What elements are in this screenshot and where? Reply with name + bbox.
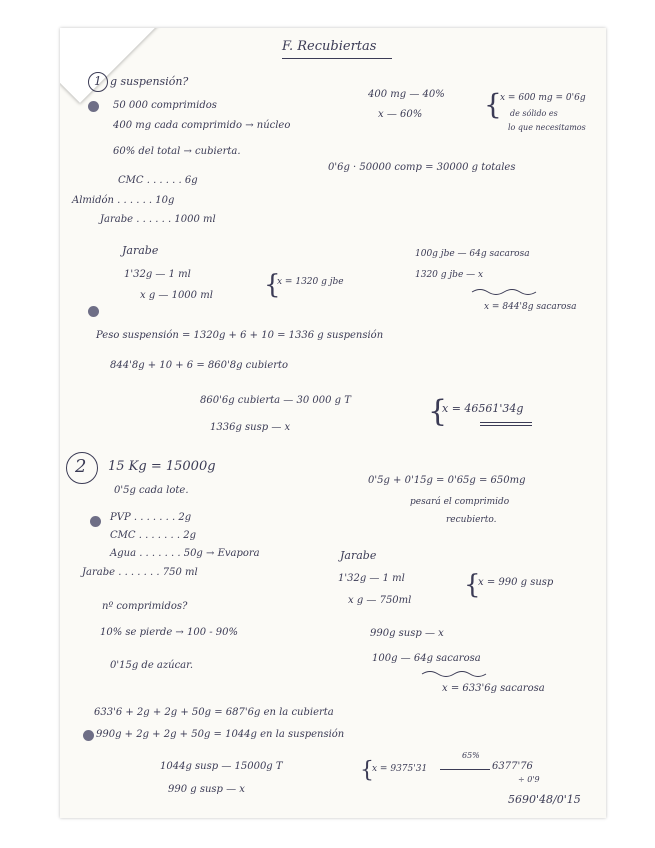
p1-cmc: CMC . . . . . . 6g [118, 175, 198, 186]
problem-1-number: 1 [94, 74, 102, 88]
p2-jarabe-heading: Jarabe [340, 549, 377, 562]
p1-starch: Almidón . . . . . . 10g [72, 195, 175, 206]
p2-percent: 65% [462, 751, 480, 760]
bullet-dot [90, 516, 101, 527]
problem-2-number: 2 [75, 456, 87, 477]
bullet-dot [83, 730, 94, 741]
p2-calc3: recubierto. [446, 515, 497, 525]
p1-rule-a-result: x = 600 mg = 0'6g [500, 93, 586, 103]
p2-pvp: PVP . . . . . . . 2g [110, 512, 192, 523]
p1-rule-a1: 400 mg — 40% [368, 89, 445, 100]
p1-rule-a-note2: lo que necesitamos [508, 123, 586, 132]
p1-j1: 1'32g — 1 ml [124, 269, 191, 280]
p2-calc1: 0'5g + 0'15g = 0'65g = 650mg [368, 475, 526, 486]
brace: { [484, 88, 502, 121]
p2-b1: 633'6 + 2g + 2g + 50g = 687'6g en la cubierta [94, 707, 334, 718]
p1-peso: Peso suspensión = 1320g + 6 + 10 = 1336 g suspensión [96, 330, 384, 341]
p2-question: nº comprimidos? [102, 601, 188, 612]
p1-s2: 1320 g jbe — x [415, 270, 484, 280]
title-underline [282, 58, 392, 59]
p2-division: ÷ 0'9 [518, 775, 540, 784]
brace: { [464, 570, 481, 600]
p2-l2: 990 g susp — x [168, 784, 245, 795]
p2-calc2: pesará el comprimido [410, 497, 510, 507]
p1-f1: 860'6g cubierta — 30 000 g T [200, 395, 351, 406]
p1-rule-a2: x — 60% [378, 109, 423, 120]
p2-s2: 100g — 64g sacarosa [372, 653, 481, 664]
squiggle-underline [470, 286, 540, 296]
p1-percent: 60% del total → cubierta. [113, 146, 241, 157]
brace: { [264, 270, 281, 300]
p1-tablets: 50 000 comprimidos [113, 100, 217, 111]
p2-l1: 1044g susp — 15000g T [160, 761, 283, 772]
p2-j-result: x = 990 g susp [478, 577, 554, 588]
brace: { [428, 394, 448, 429]
bullet-dot [88, 101, 99, 112]
problem-1-question: g suspensión? [110, 75, 189, 88]
p2-s-result: x = 633'6g sacarosa [442, 683, 545, 694]
p2-agua: Agua . . . . . . . 50g → Evapora [110, 548, 260, 559]
p1-s-result: x = 844'8g sacarosa [484, 302, 577, 312]
p1-cub: 844'8g + 10 + 6 = 860'8g cubierto [110, 360, 289, 371]
p2-s1: 990g susp — x [370, 628, 444, 639]
result-underline [480, 422, 532, 423]
arrow-line [440, 769, 490, 770]
p2-b2: 990g + 2g + 2g + 50g = 1044g en la suspensión [96, 729, 345, 740]
p2-cmc: CMC . . . . . . . 2g [110, 530, 196, 541]
p1-each: 400 mg cada comprimido → núcleo [113, 120, 291, 131]
p2-pierde: 10% se pierde → 100 - 90% [100, 627, 239, 638]
brace: { [360, 758, 374, 783]
p1-f2: 1336g susp — x [210, 422, 291, 433]
result-underline [480, 425, 532, 426]
p2-kg: 15 Kg = 15000g [108, 459, 216, 474]
p2-l-result: x = 9375'31 [372, 764, 428, 774]
p1-syrup: Jarabe . . . . . . 1000 ml [100, 214, 216, 225]
p1-jarabe-heading: Jarabe [122, 244, 159, 257]
p1-total: 0'6g · 50000 comp = 30000 g totales [328, 162, 516, 173]
bullet-dot [88, 306, 99, 317]
p1-s1: 100g jbe — 64g sacarosa [415, 249, 530, 259]
p1-rule-a-note1: de sólido es [510, 109, 558, 118]
p1-j-result: x = 1320 g jbe [277, 277, 344, 287]
p2-azucar: 0'15g de azúcar. [110, 660, 194, 671]
squiggle-underline [420, 668, 490, 678]
notebook-page [60, 28, 606, 818]
p2-lote: 0'5g cada lote. [114, 485, 189, 496]
p2-j1: 1'32g — 1 ml [338, 573, 405, 584]
p2-arrow-value: 6377'76 [492, 761, 533, 772]
p1-j2: x g — 1000 ml [140, 290, 213, 301]
p2-j2: x g — 750ml [348, 595, 412, 606]
p2-jarabe: Jarabe . . . . . . . 750 ml [82, 567, 198, 578]
p2-final: 5690'48/0'15 [508, 793, 581, 806]
page-title: F. Recubiertas [282, 39, 377, 54]
p1-f-result: x = 46561'34g [442, 402, 524, 415]
folded-corner [60, 28, 165, 103]
